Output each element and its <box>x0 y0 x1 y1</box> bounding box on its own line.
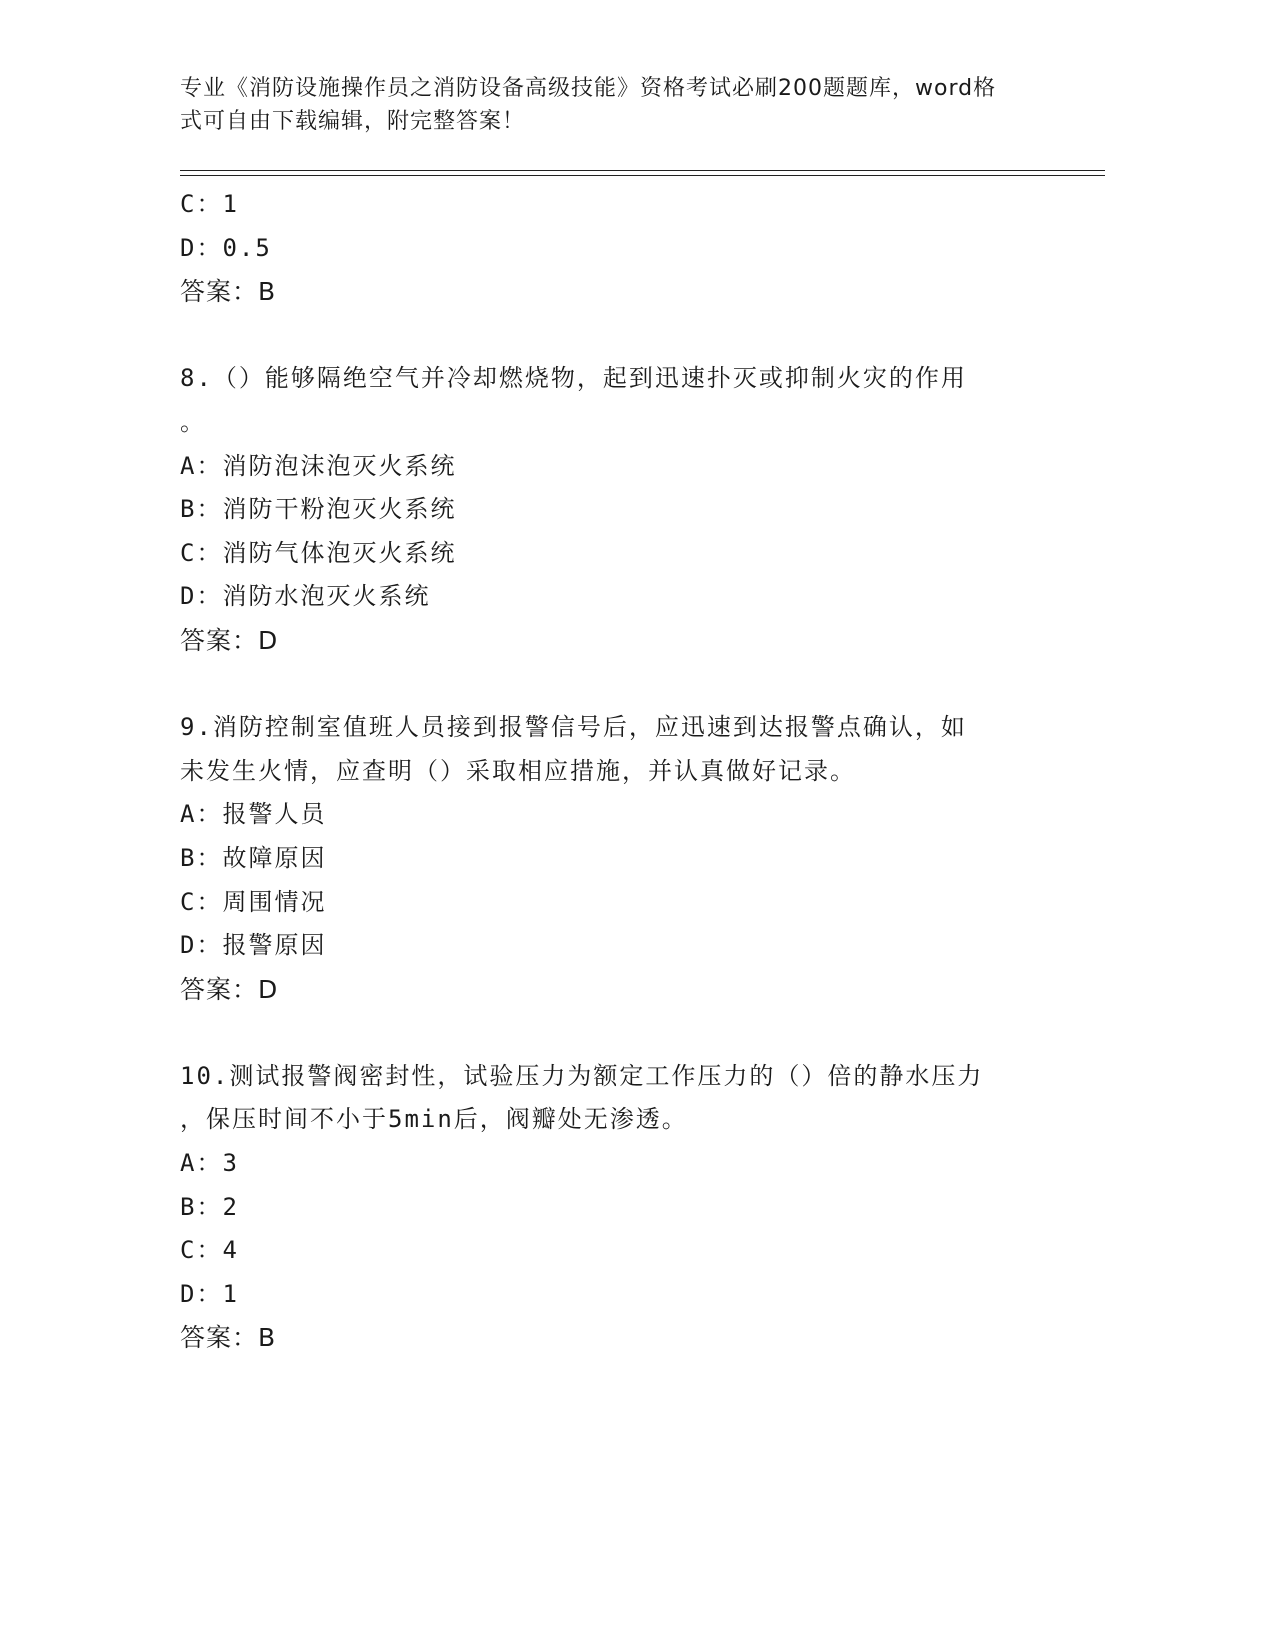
option-a: A：消防泡沫泡灭火系统 <box>180 451 457 480</box>
question-content <box>180 183 1080 1360</box>
option-a: A：报警人员 <box>180 800 327 829</box>
header-line-1: 专业《消防设施操作员之消防设备高级技能》资格考试必刷200题题库，word格 <box>180 76 997 101</box>
option-a: A：3 <box>180 1149 239 1178</box>
option-d: D：消防水泡灭火系统 <box>180 582 431 611</box>
option-d: D：报警原因 <box>180 931 327 960</box>
option-b: B：消防干粉泡灭火系统 <box>180 495 457 524</box>
question-stem: 8.（）能够隔绝空气并冷却燃烧物，起到迅速扑灭或抑制火灾的作用 <box>180 364 967 393</box>
answer-line: 答案：B <box>180 1323 277 1353</box>
option-d: D：0.5 <box>180 233 272 262</box>
option-b: B：2 <box>180 1192 239 1221</box>
question-stem: 9.消防控制室值班人员接到报警信号后，应迅速到达报警点确认，如 <box>180 713 967 742</box>
question-10 <box>180 1055 1080 1360</box>
header-divider-bottom <box>180 175 1105 176</box>
option-c: C：1 <box>180 190 239 218</box>
spacer <box>180 663 1080 707</box>
option-c: C：消防气体泡灭火系统 <box>180 538 457 567</box>
answer-line: 答案：B <box>180 277 277 307</box>
option-c: C：4 <box>180 1236 239 1265</box>
answer-line: 答案：D <box>180 974 279 1004</box>
header-divider-top <box>180 170 1105 171</box>
prev-question-block <box>180 183 1080 314</box>
spacer <box>180 314 1080 358</box>
header-line-2: 式可自由下载编辑，附完整答案！ <box>180 109 526 134</box>
question-8 <box>180 357 1080 662</box>
spacer <box>180 1011 1080 1055</box>
question-9 <box>180 706 1080 1011</box>
option-c: C：周围情况 <box>180 887 327 916</box>
question-stem: ，保压时间不小于5min后，阀瓣处无渗透。 <box>180 1105 688 1134</box>
question-stem: 。 <box>180 407 206 436</box>
document-header <box>180 72 1060 138</box>
option-b: B：故障原因 <box>180 843 327 872</box>
answer-line: 答案：D <box>180 625 279 655</box>
option-d: D：1 <box>180 1279 239 1308</box>
question-stem: 10.测试报警阀密封性，试验压力为额定工作压力的（）倍的静水压力 <box>180 1061 984 1090</box>
question-stem: 未发生火情，应查明（）采取相应措施，并认真做好记录。 <box>180 756 856 785</box>
